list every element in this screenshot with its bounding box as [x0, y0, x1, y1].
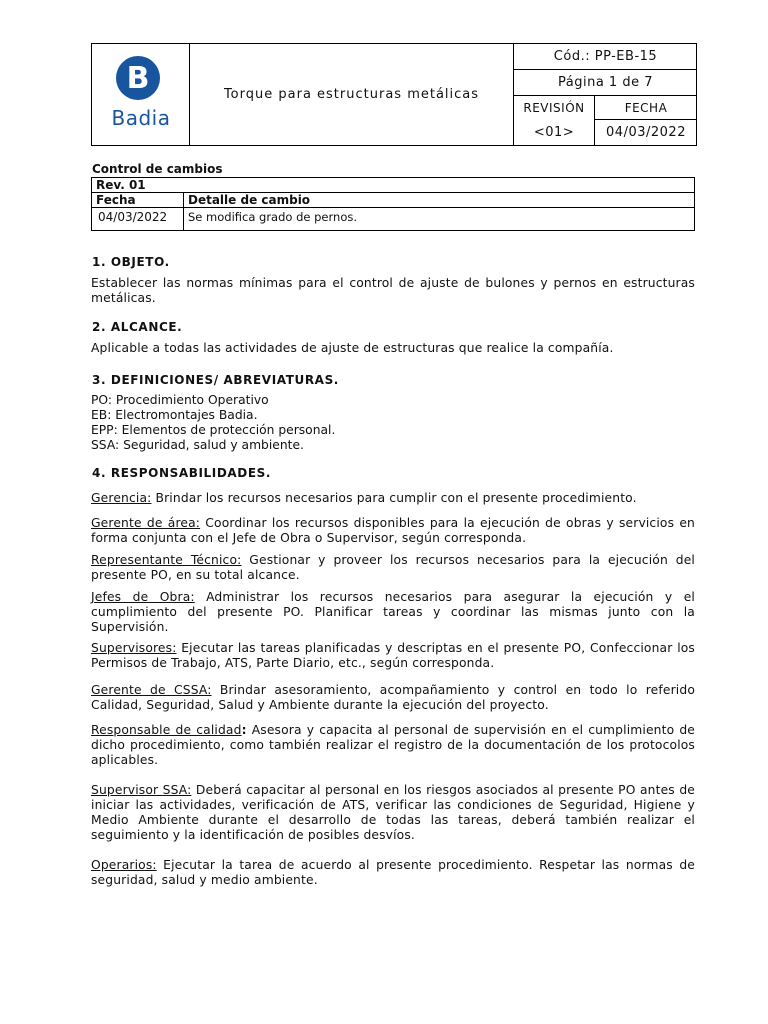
- responsibility-item: [91, 641, 695, 671]
- responsibility-label: Gerente de área:: [91, 516, 201, 530]
- document-meta: [513, 44, 697, 145]
- responsibility-text: Brindar los recursos necesarios para cumplir con el presente procedimiento.: [151, 491, 637, 505]
- definitions-list: [91, 393, 335, 453]
- responsibility-text: Ejecutar la tarea de acuerdo al presente procedimiento. Respetar las normas de seguridad, salud y medio ambiente.: [91, 858, 695, 887]
- list-item: PO: Procedimiento Operativo: [91, 393, 269, 407]
- section-title-responsabilidades: 4. RESPONSABILIDADES.: [92, 466, 272, 480]
- revision-label: REVISIÓN: [514, 96, 595, 120]
- responsibility-text: Brindar asesoramiento, acompañamiento y control en todo lo referido Calidad, Seguridad, Salud y Ambiente durante la ejecución del proyecto.: [91, 683, 695, 712]
- responsibility-label: Supervisor SSA:: [91, 783, 192, 797]
- responsibility-item: [91, 783, 695, 843]
- list-item: EB: Electromontajes Badia.: [91, 408, 258, 422]
- responsibility-text: Administrar los recursos necesarios para asegurar la ejecución y el cumplimiento del presente PO. Planificar tareas y coordinar las mismas junto con la Supervisión.: [91, 590, 695, 634]
- responsibility-label: Responsable de calidad: [91, 723, 242, 737]
- logo-name: Badia: [111, 106, 171, 130]
- page-number: Página 1 de 7: [514, 70, 697, 96]
- table-row: [92, 208, 694, 230]
- responsibility-colon: :: [241, 723, 247, 737]
- date-label: FECHA: [595, 96, 697, 120]
- date-value: 04/03/2022: [606, 125, 686, 140]
- badia-logo-icon: [116, 56, 160, 100]
- changes-revision: Rev. 01: [92, 178, 694, 193]
- responsibility-label: Supervisores:: [91, 641, 177, 655]
- changes-col-date: Fecha: [92, 193, 184, 207]
- section-title-objeto: 1. OBJETO.: [92, 255, 170, 269]
- list-item: SSA: Seguridad, salud y ambiente.: [91, 438, 304, 452]
- responsibility-item: [91, 683, 695, 713]
- document-header: [91, 43, 697, 146]
- changes-table: [91, 177, 695, 231]
- responsibility-label: Gerente de CSSA:: [91, 683, 212, 697]
- responsibility-item: [91, 516, 695, 546]
- responsibility-text: Gestionar y proveer los recursos necesarios para la ejecución del presente PO, en su total alcance.: [91, 553, 695, 582]
- revision-value: <01>: [514, 120, 595, 145]
- changes-col-detail: Detalle de cambio: [188, 193, 311, 207]
- responsibility-item: [91, 723, 695, 768]
- responsibility-item: [91, 553, 695, 583]
- responsibility-item: [91, 590, 695, 635]
- document-title: Torque para estructuras metálicas: [223, 87, 480, 102]
- responsibility-text: Ejecutar las tareas planificadas y descriptas en el presente PO, Confeccionar los Permisos de Trabajo, ATS, Parte Diario, etc., según corresponda.: [91, 641, 695, 670]
- responsibility-label: Operarios:: [91, 858, 157, 872]
- section-text-alcance: Aplicable a todas las actividades de ajuste de estructuras que realice la compañía.: [91, 341, 614, 355]
- responsibility-label: Gerencia:: [91, 491, 152, 505]
- responsibility-text: Asesora y capacita al personal de supervisión en el cumplimiento de dicho procedimiento, como también realizar el registro de la documentación de los protocolos aplicables.: [91, 723, 695, 767]
- list-item: EPP: Elementos de protección personal.: [91, 423, 336, 437]
- responsibility-item: [91, 491, 695, 506]
- section-title-definiciones: 3. DEFINICIONES/ ABREVIATURAS.: [92, 373, 339, 387]
- logo-letter: B: [126, 60, 150, 96]
- responsibility-item: [91, 858, 695, 888]
- changes-header-row: [92, 193, 694, 208]
- responsibility-label: Representante Técnico:: [91, 553, 242, 567]
- change-detail: Se modifica grado de pernos.: [188, 210, 358, 224]
- change-date: 04/03/2022: [92, 208, 184, 230]
- responsibility-label: Jefes de Obra:: [91, 590, 195, 604]
- document-code: Cód.: PP-EB-15: [514, 44, 697, 70]
- responsibility-text: Coordinar los recursos disponibles para la ejecución de obras y servicios en forma conjunta con el Jefe de Obra o Supervisor, según corresponda.: [91, 516, 696, 545]
- responsibility-text: Deberá capacitar al personal en los riesgos asociados al presente PO antes de iniciar las actividades, verificación de ATS, verificar las condiciones de Seguridad, Higiene y Medio Ambiente durante el desarrollo de todas las tareas, deberá también realizar el seguimiento y la identificación de posibles desvíos.: [91, 783, 695, 842]
- changes-title: Control de cambios: [92, 162, 223, 176]
- section-title-alcance: 2. ALCANCE.: [92, 320, 183, 334]
- section-text-objeto: Establecer las normas mínimas para el control de ajuste de bulones y pernos en estructuras metálicas.: [91, 276, 695, 305]
- logo-cell: [92, 44, 190, 145]
